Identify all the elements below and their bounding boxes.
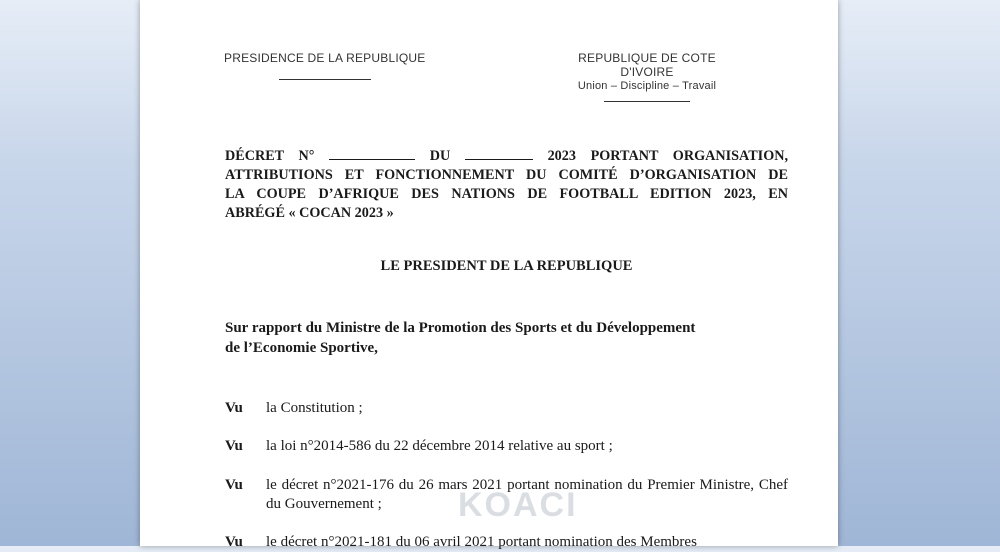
republic-title: REPUBLIQUE DE COTE D'IVOIRE — [578, 51, 716, 79]
vu-label: Vu — [225, 438, 243, 454]
president-heading: LE PRESIDENT DE LA REPUBLIQUE — [380, 258, 633, 274]
header-right-rule — [604, 92, 690, 102]
vu-label: Vu — [225, 534, 243, 550]
decree-title-text-1: 2023 PORTANT ORGANISATION, — [547, 148, 789, 164]
header-right — [552, 51, 742, 102]
vu-text: le décret n°2021-181 du 06 avril 2021 portant nomination des Membres — [266, 534, 697, 550]
vu-text: la loi n°2014-586 du 22 décembre 2014 relative au sport ; — [266, 438, 613, 454]
decree-title-line-1 — [225, 147, 788, 166]
vu-label: Vu — [225, 400, 243, 416]
decree-title-line-2: ATTRIBUTIONS ET FONCTIONNEMENT DU COMITÉ D’ORGANISATION DE — [225, 167, 788, 183]
decree-title-line-3: LA COUPE D’AFRIQUE DES NATIONS DE FOOTBALL EDITION 2023, EN — [225, 186, 788, 202]
header-left — [224, 51, 425, 80]
presidency-title: PRESIDENCE DE LA REPUBLIQUE — [224, 51, 426, 65]
decree-number-label: DÉCRET N° — [225, 148, 315, 164]
decree-date-label: DU — [429, 148, 451, 164]
rapport-paragraph — [225, 318, 788, 358]
vu-label: Vu — [225, 477, 243, 493]
vu-text: le décret n°2021-176 du 26 mars 2021 portant nomination du Premier Ministre, Chef du Gouvernement ; — [266, 477, 788, 512]
decree-date-blank — [465, 147, 533, 160]
decree-title — [225, 147, 788, 223]
document-page — [140, 0, 838, 550]
watermark: KOACI — [458, 486, 578, 524]
national-motto: Union – Discipline – Travail — [577, 80, 717, 92]
decree-title-line-4: ABRÉGÉ « COCAN 2023 » — [225, 205, 394, 221]
decree-number-blank — [329, 147, 415, 160]
rapport-line-1: Sur rapport du Ministre de la Promotion des Sports et du Développement — [225, 320, 696, 336]
header-left-rule — [279, 65, 371, 80]
vu-text: la Constitution ; — [266, 400, 363, 416]
rapport-line-2: de l’Economie Sportive, — [225, 340, 378, 356]
